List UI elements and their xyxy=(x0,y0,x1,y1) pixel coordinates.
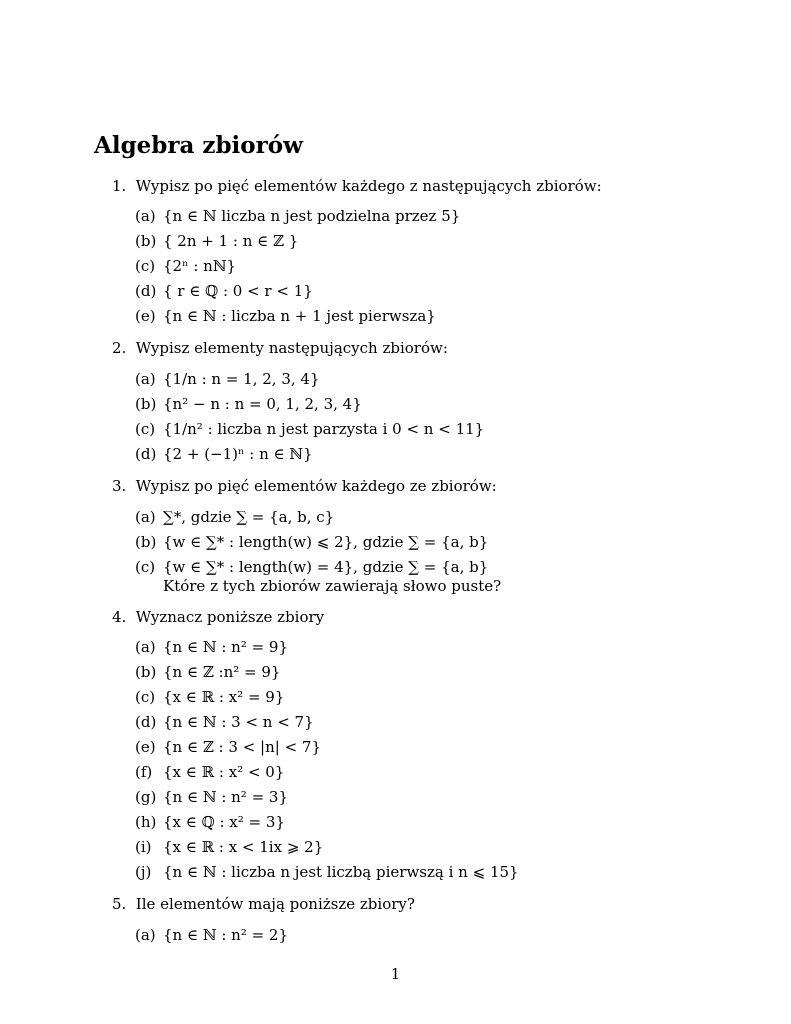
item-expression: { r ∈ ℚ : 0 < r < 1} xyxy=(163,282,313,300)
item-expression: {x ∈ ℝ : x² = 9} xyxy=(163,688,285,706)
item-expression: {n ∈ ℕ : n² = 9} xyxy=(163,638,289,656)
item-note: Które z tych zbiorów zawierają słowo puste? xyxy=(163,577,502,595)
item-label: (b) xyxy=(135,533,157,551)
item-expression: {2 + (−1)ⁿ : n ∈ ℕ} xyxy=(163,445,313,463)
item-label: (j) xyxy=(135,863,152,881)
item-label: (e) xyxy=(135,738,156,756)
item-label: (f) xyxy=(135,763,153,781)
item-label: (b) xyxy=(135,232,157,250)
problem-text: Wypisz elementy następujących zbiorów: xyxy=(135,339,448,357)
item-expression: {n ∈ ℕ : 3 < n < 7} xyxy=(163,713,314,731)
problem-text: Wypisz po pięć elementów każdego z następujących zbiorów: xyxy=(135,177,602,195)
problem-4 xyxy=(112,608,324,626)
item-expression: { 2n + 1 : n ∈ ℤ } xyxy=(163,232,299,250)
item-label: (g) xyxy=(135,788,157,806)
item-label: (a) xyxy=(135,207,156,225)
item-label: (d) xyxy=(135,713,157,731)
item-label: (c) xyxy=(135,420,156,438)
section-title: Algebra zbiorów xyxy=(94,132,303,159)
problem-number: 2. xyxy=(112,339,127,357)
item-expression: {n ∈ ℤ : 3 < |n| < 7} xyxy=(163,738,321,756)
problem-1-item-e xyxy=(135,307,436,325)
problem-2-item-b xyxy=(135,395,362,413)
problem-number: 4. xyxy=(112,608,127,626)
item-label: (a) xyxy=(135,926,156,944)
problem-2-item-c xyxy=(135,420,484,438)
page-number: 1 xyxy=(390,965,401,983)
item-expression: {n ∈ ℕ liczba n jest podzielna przez 5} xyxy=(163,207,461,225)
item-expression: {2ⁿ : nℕ} xyxy=(163,257,237,275)
item-expression: {w ∈ ∑* : length(w) = 4}, gdzie ∑ = {a, b} xyxy=(163,558,489,576)
item-expression: ∑*, gdzie ∑ = {a, b, c} xyxy=(163,508,335,526)
problem-1 xyxy=(112,177,602,195)
problem-text: Wyznacz poniższe zbiory xyxy=(135,608,325,626)
item-label: (i) xyxy=(135,838,152,856)
problem-5 xyxy=(112,895,415,913)
item-expression: {n ∈ ℕ : liczba n jest liczbą pierwszą i n ⩽ 15} xyxy=(163,863,519,881)
item-label: (a) xyxy=(135,370,156,388)
item-label: (c) xyxy=(135,688,156,706)
problem-1-item-d xyxy=(135,282,313,300)
problem-4-item-e xyxy=(135,738,321,756)
problem-number: 1. xyxy=(112,177,127,195)
problem-4-item-h xyxy=(135,813,285,831)
item-expression: {1/n : n = 1, 2, 3, 4} xyxy=(163,370,320,388)
problem-3 xyxy=(112,477,497,495)
item-label: (c) xyxy=(135,257,156,275)
problem-4-item-c xyxy=(135,688,284,706)
item-label: (b) xyxy=(135,395,157,413)
problem-4-item-f xyxy=(135,763,284,781)
item-expression: {n ∈ ℤ :n² = 9} xyxy=(163,663,281,681)
problem-2-item-d xyxy=(135,445,313,463)
problem-4-item-d xyxy=(135,713,314,731)
item-expression: {n ∈ ℕ : n² = 2} xyxy=(163,926,289,944)
item-expression: {n ∈ ℕ : liczba n + 1 jest pierwsza} xyxy=(163,307,436,325)
item-expression: {w ∈ ∑* : length(w) ⩽ 2}, gdzie ∑ = {a, b} xyxy=(163,533,489,551)
problem-1-item-b xyxy=(135,232,298,250)
problem-number: 5. xyxy=(112,895,127,913)
problem-2 xyxy=(112,339,448,357)
problem-3-item-c xyxy=(135,558,501,595)
item-label: (a) xyxy=(135,508,156,526)
item-expression: {x ∈ ℝ : x² < 0} xyxy=(163,763,285,781)
problem-4-item-g xyxy=(135,788,288,806)
item-expression: {x ∈ ℝ : x < 1ix ⩾ 2} xyxy=(163,838,324,856)
item-label: (d) xyxy=(135,445,157,463)
item-label: (e) xyxy=(135,307,156,325)
problem-text: Wypisz po pięć elementów każdego ze zbiorów: xyxy=(135,477,497,495)
problem-4-item-j xyxy=(135,863,519,881)
item-expression: {n ∈ ℕ : n² = 3} xyxy=(163,788,289,806)
item-label: (a) xyxy=(135,638,156,656)
problem-2-item-a xyxy=(135,370,319,388)
item-label: (d) xyxy=(135,282,157,300)
problem-text: Ile elementów mają poniższe zbiory? xyxy=(135,895,415,913)
problem-1-item-a xyxy=(135,207,460,225)
problem-4-item-a xyxy=(135,638,288,656)
item-expression: {1/n² : liczba n jest parzysta i 0 < n < 11} xyxy=(163,420,485,438)
problem-5-item-a xyxy=(135,926,288,944)
problem-3-item-b xyxy=(135,533,488,551)
item-expression: {x ∈ ℚ : x² = 3} xyxy=(163,813,285,831)
item-label: (h) xyxy=(135,813,157,831)
problem-1-item-c xyxy=(135,257,236,275)
problem-4-item-i xyxy=(135,838,323,856)
item-label: (c) xyxy=(135,558,156,576)
problem-3-item-a xyxy=(135,508,334,526)
item-label: (b) xyxy=(135,663,157,681)
item-expression: {n² − n : n = 0, 1, 2, 3, 4} xyxy=(163,395,362,413)
problem-4-item-b xyxy=(135,663,280,681)
problem-number: 3. xyxy=(112,477,127,495)
